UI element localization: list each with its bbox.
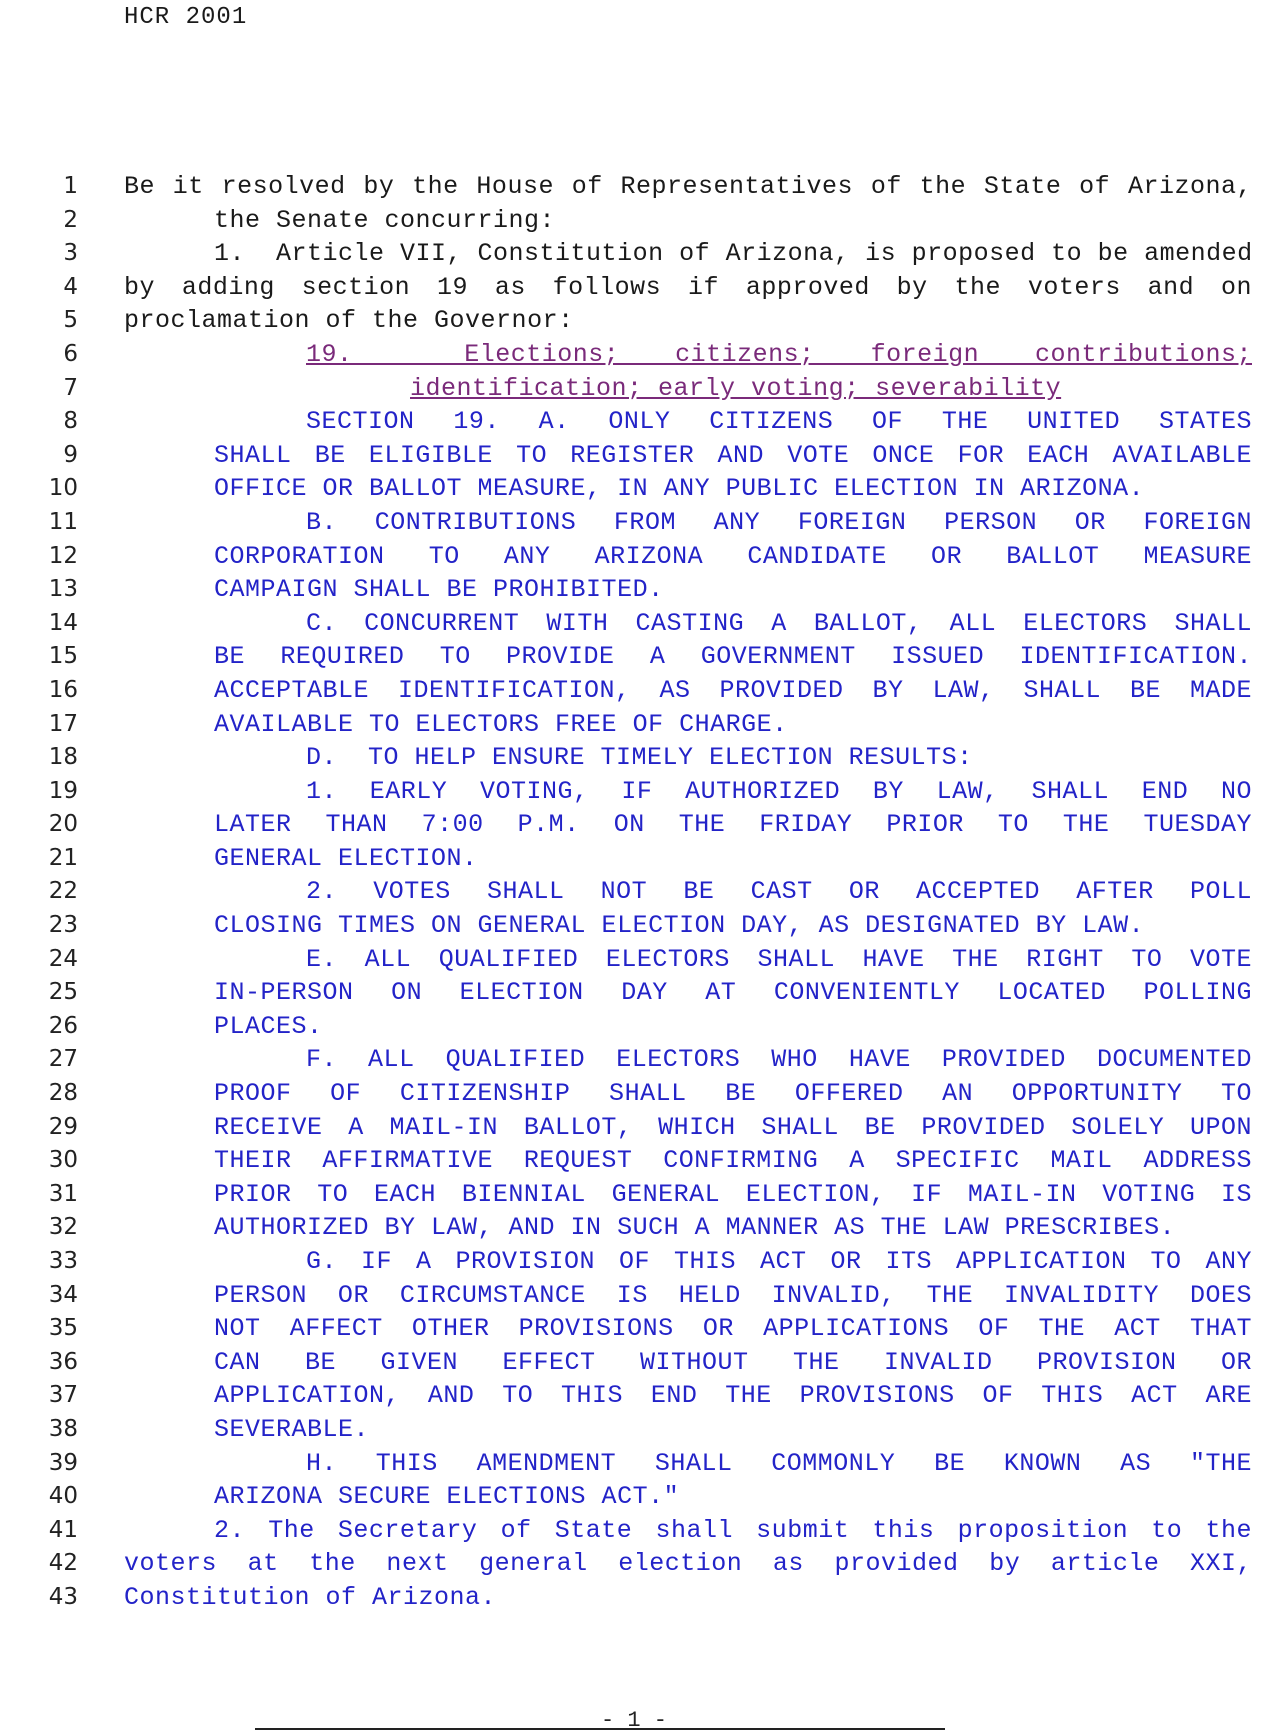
document-line [0, 808, 1268, 842]
document-line [0, 1043, 1268, 1077]
document-line [0, 472, 1268, 506]
document-line [0, 237, 1268, 271]
line-text: BE REQUIRED TO PROVIDE A GOVERNMENT ISSUED IDENTIFICATION. [214, 642, 1252, 672]
line-number: 4 [63, 273, 78, 300]
line-text: RECEIVE A MAIL-IN BALLOT, WHICH SHALL BE PROVIDED SOLELY UPON [214, 1112, 1252, 1142]
document-line [0, 1144, 1268, 1178]
line-text: NOT AFFECT OTHER PROVISIONS OR APPLICATIONS OF THE ACT THAT [214, 1314, 1252, 1344]
document-line [0, 204, 1268, 238]
line-text: ACCEPTABLE IDENTIFICATION, AS PROVIDED BY LAW, SHALL BE MADE [214, 675, 1252, 705]
document-line [0, 640, 1268, 674]
line-number: 37 [48, 1382, 78, 1409]
line-text: Constitution of Arizona. [124, 1582, 497, 1612]
line-text: identification; early voting; severability [410, 373, 1062, 403]
line-text: IN-PERSON ON ELECTION DAY AT CONVENIENTLY LOCATED POLLING [214, 978, 1252, 1008]
line-number: 43 [48, 1583, 78, 1610]
line-number: 22 [48, 878, 78, 905]
document-line [0, 875, 1268, 909]
line-text: PRIOR TO EACH BIENNIAL GENERAL ELECTION, IF MAIL-IN VOTING IS [214, 1179, 1252, 1209]
line-text: voters at the next general election as provided by article XXI, [124, 1549, 1252, 1579]
line-text: 1. Article VII, Constitution of Arizona, is proposed to be amended [214, 239, 1253, 269]
document-line [0, 842, 1268, 876]
line-text: B. CONTRIBUTIONS FROM ANY FOREIGN PERSON OR FOREIGN [306, 507, 1252, 537]
line-text: OFFICE OR BALLOT MEASURE, IN ANY PUBLIC ELECTION IN ARIZONA. [214, 474, 1145, 504]
line-number: 34 [48, 1281, 78, 1308]
line-number: 28 [48, 1080, 78, 1107]
line-text: 1. EARLY VOTING, IF AUTHORIZED BY LAW, SHALL END NO [306, 776, 1252, 806]
line-number: 42 [48, 1550, 78, 1577]
line-number: 20 [48, 811, 78, 838]
line-number: 23 [48, 912, 78, 939]
document-line [0, 372, 1268, 406]
document-line [0, 708, 1268, 742]
line-number: 24 [48, 945, 78, 972]
line-text: PLACES. [214, 1011, 323, 1041]
line-number: 7 [63, 374, 78, 401]
line-number: 2 [63, 206, 78, 233]
document-line [0, 607, 1268, 641]
line-number: 1 [63, 173, 78, 199]
line-number: 8 [63, 408, 78, 435]
line-text: SEVERABLE. [214, 1414, 370, 1444]
document-line [0, 439, 1268, 473]
line-number: 41 [48, 1516, 78, 1543]
document-line [0, 1581, 1268, 1615]
line-text: 2. The Secretary of State shall submit this proposition to the [214, 1515, 1252, 1545]
document-line [0, 1514, 1268, 1548]
line-text: APPLICATION, AND TO THIS END THE PROVISIONS OF THIS ACT ARE [214, 1381, 1252, 1411]
line-number: 30 [48, 1147, 78, 1174]
footer-rule [255, 1728, 945, 1730]
document-line [0, 1111, 1268, 1145]
document-line [0, 573, 1268, 607]
line-text: H. THIS AMENDMENT SHALL COMMONLY BE KNOWN AS "THE [306, 1448, 1252, 1478]
line-number: 17 [48, 710, 78, 737]
line-text: GENERAL ELECTION. [214, 843, 478, 873]
document-line [0, 1480, 1268, 1514]
line-text: G. IF A PROVISION OF THIS ACT OR ITS APPLICATION TO ANY [306, 1247, 1252, 1276]
line-number: 25 [48, 979, 78, 1006]
line-number: 11 [48, 508, 78, 535]
document-line [0, 271, 1268, 305]
line-number: 18 [48, 744, 78, 771]
line-number: 32 [48, 1214, 78, 1241]
line-text: AVAILABLE TO ELECTORS FREE OF CHARGE. [214, 709, 788, 739]
line-number: 27 [48, 1046, 78, 1073]
line-text: Be it resolved by the House of Representatives of the State of Arizona, [124, 172, 1252, 201]
line-number: 36 [48, 1348, 78, 1375]
line-text: CAN BE GIVEN EFFECT WITHOUT THE INVALID PROVISION OR [214, 1347, 1252, 1377]
line-text: SECTION 19. A. ONLY CITIZENS OF THE UNITED STATES [306, 407, 1252, 437]
line-text: CLOSING TIMES ON GENERAL ELECTION DAY, AS DESIGNATED BY LAW. [214, 911, 1145, 941]
line-number: 40 [48, 1483, 78, 1510]
document-line [0, 1279, 1268, 1313]
line-text: ARIZONA SECURE ELECTIONS ACT." [214, 1482, 680, 1512]
line-text: E. ALL QUALIFIED ELECTORS SHALL HAVE THE RIGHT TO VOTE [306, 944, 1252, 974]
document-body [0, 170, 1268, 1615]
bill-header: HCR 2001 [124, 4, 248, 31]
document-line [0, 976, 1268, 1010]
line-number: 38 [48, 1415, 78, 1442]
line-text: F. ALL QUALIFIED ELECTORS WHO HAVE PROVIDED DOCUMENTED [306, 1045, 1252, 1075]
document-line [0, 909, 1268, 943]
line-number: 33 [48, 1248, 78, 1274]
line-text: the Senate concurring: [214, 205, 556, 235]
document-line [0, 775, 1268, 809]
document-line [0, 1312, 1268, 1346]
line-number: 35 [48, 1315, 78, 1342]
document-line [0, 540, 1268, 574]
document-line [0, 506, 1268, 540]
document-line [0, 741, 1268, 775]
document-line [0, 1547, 1268, 1581]
document-line [0, 1211, 1268, 1245]
line-number: 6 [63, 340, 78, 367]
line-text: CAMPAIGN SHALL BE PROHIBITED. [214, 575, 664, 605]
line-text: C. CONCURRENT WITH CASTING A BALLOT, ALL ELECTORS SHALL [306, 608, 1252, 638]
document-line [0, 1447, 1268, 1481]
page-number: - 1 - [600, 1708, 667, 1733]
line-number: 15 [48, 643, 78, 670]
document-line [0, 1413, 1268, 1447]
line-number: 26 [48, 1012, 78, 1039]
line-number: 16 [48, 676, 78, 703]
document-line [0, 405, 1268, 439]
line-number: 21 [48, 844, 78, 871]
document-line [0, 170, 1268, 204]
document-line [0, 338, 1268, 372]
line-number: 19 [48, 777, 78, 804]
line-number: 31 [48, 1180, 78, 1207]
line-number: 39 [48, 1449, 78, 1476]
line-text: AUTHORIZED BY LAW, AND IN SUCH A MANNER AS THE LAW PRESCRIBES. [214, 1213, 1176, 1243]
document-line [0, 674, 1268, 708]
line-text: proclamation of the Governor: [124, 306, 574, 336]
document-line [0, 1010, 1268, 1044]
line-text: 2. VOTES SHALL NOT BE CAST OR ACCEPTED AFTER POLL [306, 877, 1252, 907]
line-number: 3 [63, 240, 78, 267]
line-text: by adding section 19 as follows if approved by the voters and on [124, 272, 1252, 302]
line-text: PERSON OR CIRCUMSTANCE IS HELD INVALID, THE INVALIDITY DOES [214, 1280, 1252, 1310]
document-line [0, 1346, 1268, 1380]
line-number: 12 [48, 542, 78, 569]
line-number: 9 [63, 441, 78, 468]
document-line [0, 1245, 1268, 1279]
line-text: THEIR AFFIRMATIVE REQUEST CONFIRMING A SPECIFIC MAIL ADDRESS [214, 1146, 1252, 1176]
document-line [0, 943, 1268, 977]
line-text: LATER THAN 7:00 P.M. ON THE FRIDAY PRIOR TO THE TUESDAY [214, 810, 1252, 840]
line-text: 19. Elections; citizens; foreign contributions; [306, 339, 1252, 369]
line-number: 29 [48, 1113, 78, 1140]
line-text: PROOF OF CITIZENSHIP SHALL BE OFFERED AN OPPORTUNITY TO [214, 1079, 1252, 1109]
line-text: CORPORATION TO ANY ARIZONA CANDIDATE OR BALLOT MEASURE [214, 541, 1252, 571]
line-text: SHALL BE ELIGIBLE TO REGISTER AND VOTE ONCE FOR EACH AVAILABLE [214, 440, 1252, 470]
line-number: 14 [48, 609, 78, 636]
document-line [0, 1379, 1268, 1413]
line-number: 5 [63, 307, 78, 334]
line-number: 13 [48, 576, 78, 603]
line-number: 10 [48, 475, 78, 502]
document-line [0, 1077, 1268, 1111]
document-line [0, 1178, 1268, 1212]
document-line [0, 304, 1268, 338]
line-text: D. TO HELP ENSURE TIMELY ELECTION RESULTS: [306, 743, 973, 773]
